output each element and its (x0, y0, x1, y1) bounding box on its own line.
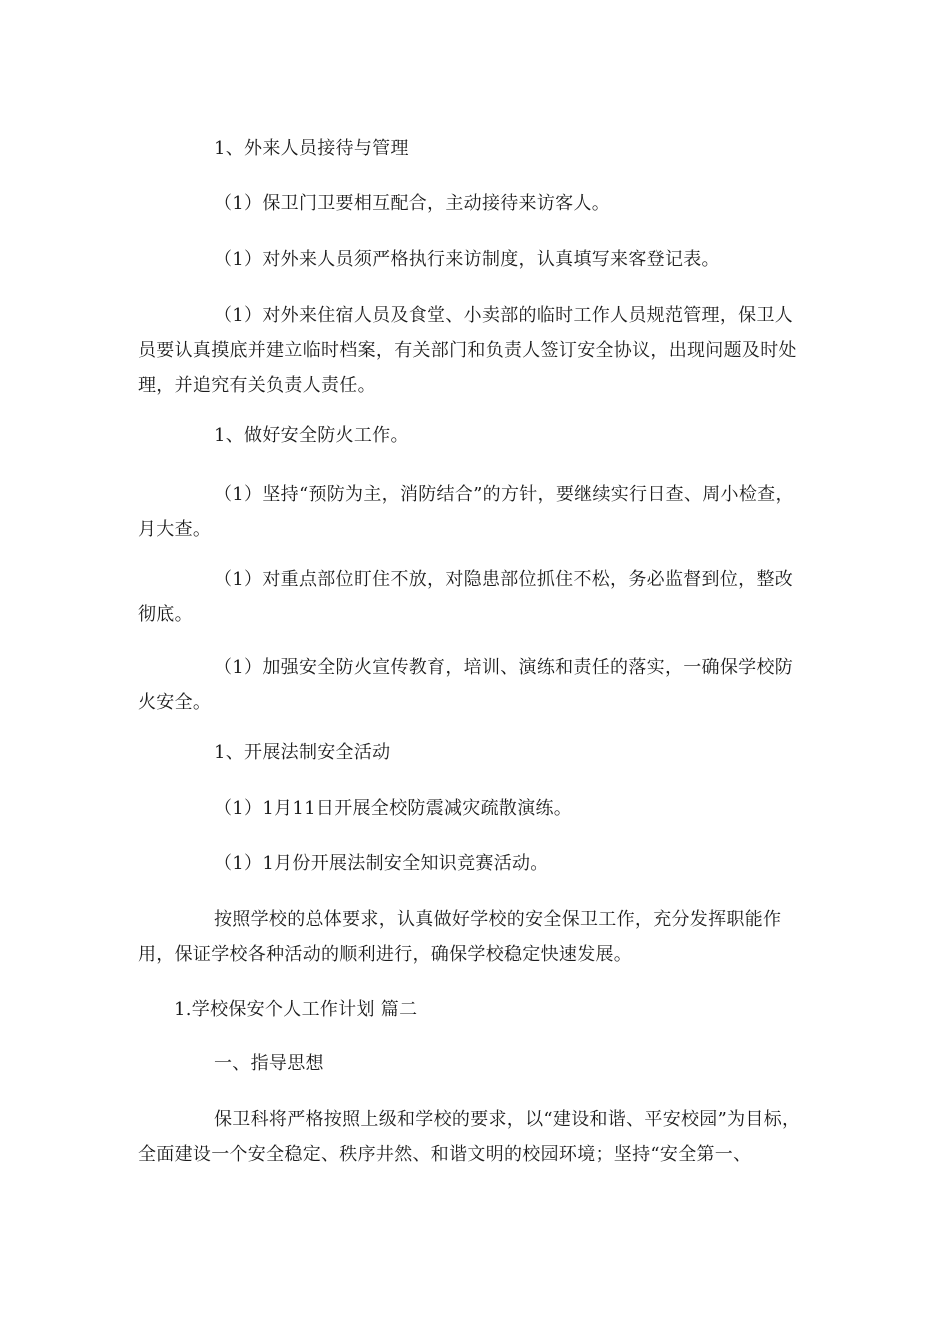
list-item: （1）保卫门卫要相互配合，主动接待来访客人。 (214, 193, 611, 214)
list-item: （1）1月份开展法制安全知识竞赛活动。 (214, 853, 549, 874)
section-heading: 一、指导思想 (214, 1053, 324, 1074)
list-item: （1）对外来住宿人员及食堂、小卖部的临时工作人员规范管理，保卫人员要认真摸底并建立临时档案，有关部门和负责人签订安全协议，出现问题及时处理，并追究有关负责人责任。 (138, 305, 797, 396)
list-item: （1）1月11日开展全校防震减灾疏散演练。 (214, 798, 573, 819)
list-item: （1）坚持“预防为主，消防结合”的方针，要继续实行日查、周小检查，月大查。 (138, 484, 794, 540)
section-heading: 1、做好安全防火工作。 (214, 425, 409, 446)
body-paragraph: 保卫科将严格按照上级和学校的要求，以“建设和谐、平安校园”为目标，全面建设一个安全稳定、秩序井然、和谐文明的校园环境；坚持“安全第一、 (138, 1109, 801, 1165)
list-item: （1）对重点部位盯住不放，对隐患部位抓住不松，务必监督到位，整改彻底。 (138, 569, 794, 625)
article-title: 1.学校保安个人工作计划 篇二 (174, 999, 418, 1020)
list-item: （1）加强安全防火宣传教育，培训、演练和责任的落实，一确保学校防火安全。 (138, 657, 794, 713)
list-item: （1）对外来人员须严格执行来访制度，认真填写来客登记表。 (214, 249, 720, 270)
section-heading: 1、开展法制安全活动 (214, 742, 391, 763)
body-paragraph: 按照学校的总体要求，认真做好学校的安全保卫工作，充分发挥职能作用，保证学校各种活动的顺利进行，确保学校稳定快速发展。 (138, 909, 782, 965)
section-heading: 1、外来人员接待与管理 (214, 138, 409, 159)
